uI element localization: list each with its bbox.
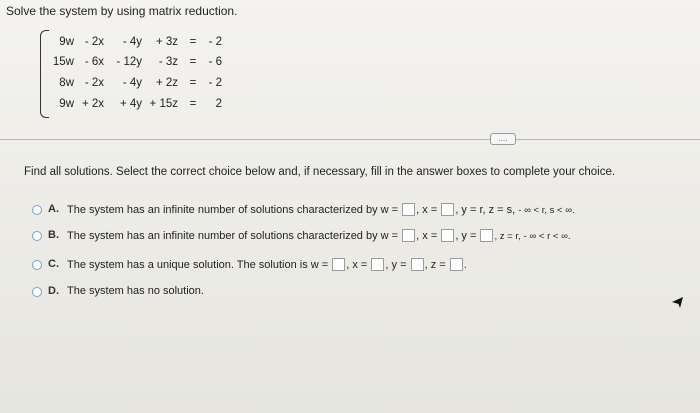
answer-box-x[interactable] (441, 203, 454, 216)
w-term: 9w (59, 36, 74, 48)
w-term: 15w (52, 56, 74, 68)
question-prompt: Solve the system by using matrix reduction. (6, 4, 238, 18)
answer-box-x[interactable] (441, 229, 454, 242)
choice-a-text: The system has an infinite number of solutions characterized by w = (67, 204, 399, 216)
choice-b-body (67, 229, 570, 242)
choice-letter: B. (48, 229, 59, 241)
x-label: , x = (346, 259, 368, 271)
more-options-button[interactable]: .... (490, 133, 516, 145)
choice-b-text: The system has an infinite number of solutions characterized by w = (67, 230, 399, 242)
y-term: - 4y (122, 36, 142, 48)
x-term: - 2x (84, 36, 104, 48)
rhs-value: - 2 (208, 77, 222, 89)
y-label: , y = (455, 230, 477, 242)
choice-letter: D. (48, 285, 59, 297)
x-term: - 6x (84, 56, 104, 68)
section-divider (0, 139, 700, 140)
mouse-pointer-icon (670, 294, 686, 310)
y-term: - 4y (122, 77, 142, 89)
choice-letter: C. (48, 258, 59, 270)
w-term: 9w (59, 98, 74, 110)
choice-c-body (67, 258, 467, 271)
equals-sign: = (189, 56, 197, 68)
z-term: + 3z (155, 36, 178, 48)
choice-d-text: The system has no solution. (67, 285, 204, 297)
w-term: 8w (59, 77, 74, 89)
answer-box-x[interactable] (371, 258, 384, 271)
answer-box-w[interactable] (332, 258, 345, 271)
y-label: , y = (385, 259, 407, 271)
choice-d-body (67, 285, 204, 297)
range-text: - ∞ < r < ∞. (523, 231, 571, 242)
answer-box-w[interactable] (402, 229, 415, 242)
radio-button-d[interactable] (32, 287, 42, 297)
z-term: + 2z (155, 77, 178, 89)
answer-box-w[interactable] (402, 203, 415, 216)
choice-letter: A. (48, 203, 59, 215)
answer-box-z[interactable] (450, 258, 463, 271)
range-text: - ∞ < r, s < ∞. (518, 205, 575, 216)
equals-sign: = (189, 77, 197, 89)
rhs-value: - 2 (208, 36, 222, 48)
period: . (463, 259, 467, 271)
z-label: , z = (424, 259, 446, 271)
answer-box-y[interactable] (411, 258, 424, 271)
rhs-value: 2 (215, 98, 222, 110)
equation-system (40, 30, 240, 120)
y-term: - 12y (116, 56, 142, 68)
z-term: + 15z (149, 98, 178, 110)
x-term: - 2x (84, 77, 104, 89)
equals-sign: = (189, 36, 197, 48)
instructions-text: Find all solutions. Select the correct choice below and, if necessary, fill in the answer boxes to complete your choice. (24, 166, 616, 178)
param-text: , y = r, z = s, (455, 204, 516, 216)
choice-a-body (67, 203, 575, 216)
rhs-value: - 6 (208, 56, 222, 68)
choice-c-text: The system has a unique solution. The solution is w = (67, 259, 329, 271)
x-label: , x = (416, 230, 438, 242)
x-term: + 2x (81, 98, 104, 110)
radio-button-c[interactable] (32, 260, 42, 270)
radio-button-b[interactable] (32, 231, 42, 241)
equals-sign: = (189, 98, 197, 110)
y-term: + 4y (119, 98, 142, 110)
radio-button-a[interactable] (32, 205, 42, 215)
z-term: - 3z (158, 56, 178, 68)
x-label: , x = (416, 204, 438, 216)
answer-box-y[interactable] (480, 229, 493, 242)
param-text: , z = r, (494, 231, 521, 242)
